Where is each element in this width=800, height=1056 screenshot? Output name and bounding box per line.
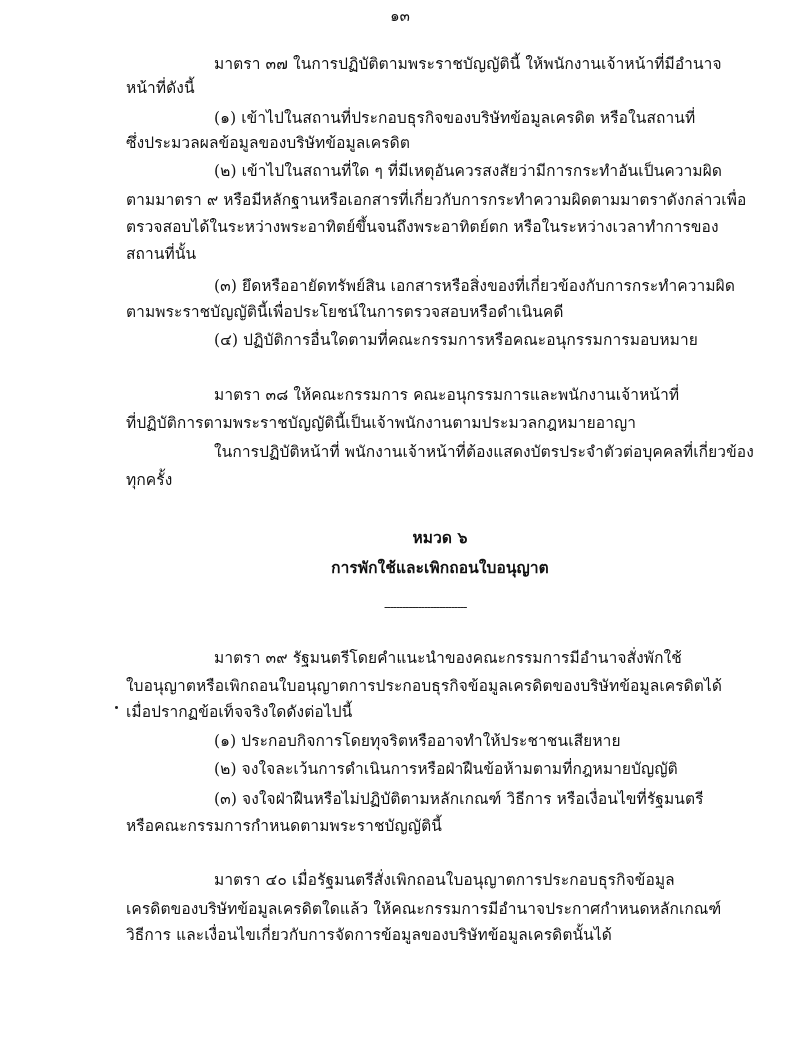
paragraph-line: หน้าที่ดังนี้ (126, 79, 195, 97)
list-item-line: (๓) จงใจฝ่าฝืนหรือไม่ปฏิบัติตามหลักเกณฑ์ วิธีการ หรือเงื่อนไขที่รัฐมนตรี (214, 790, 704, 808)
list-item-line: สถานที่นั้น (126, 245, 197, 263)
list-item-line: หรือคณะกรรมการกำหนดตามพระราชบัญญัตินี้ (126, 817, 442, 835)
paragraph-line: ทุกครั้ง (126, 471, 173, 489)
list-item-line: (๔) ปฏิบัติการอื่นใดตามที่คณะกรรมการหรือคณะอนุกรรมการมอบหมาย (214, 331, 698, 349)
paragraph-line: วิธีการ และเงื่อนไขเกี่ยวกับการจัดการข้อมูลของบริษัทข้อมูลเครดิตนั้นได้ (126, 926, 612, 944)
paragraph-line: มาตรา ๓๗ ในการปฏิบัติตามพระราชบัญญัตินี้ ให้พนักงานเจ้าหน้าที่มีอำนาจ (214, 55, 722, 73)
list-item-line: (๒) เข้าไปในสถานที่ใด ๆ ที่มีเหตุอันควรสงสัยว่ามีการกระทำอันเป็นความผิด (214, 162, 723, 180)
list-item-line: ตามมาตรา ๙ หรือมีหลักฐานหรือเอกสารที่เกี่ยวกับการกระทำความผิดตามมาตราดังกล่าวเพื่อ (126, 191, 747, 209)
list-item-line: (๑) เข้าไปในสถานที่ประกอบธุรกิจของบริษัทข้อมูลเครดิต หรือในสถานที่ (214, 109, 696, 127)
chapter-divider: --------------------------- (384, 600, 467, 614)
paragraph-line: เครดิตของบริษัทข้อมูลเครดิตใดแล้ว ให้คณะกรรมการมีอำนาจประกาศกำหนดหลักเกณฑ์ (126, 900, 722, 918)
page-number: ๑๓ (390, 7, 410, 25)
paragraph-line: มาตรา ๔๐ เมื่อรัฐมนตรีสั่งเพิกถอนใบอนุญาตการประกอบธุรกิจข้อมูล (214, 871, 675, 889)
paragraph-line: มาตรา ๓๘ ให้คณะกรรมการ คณะอนุกรรมการและพนักงานเจ้าหน้าที่ (214, 386, 680, 404)
list-item-line: ตามพระราชบัญญัตินี้เพื่อประโยชน์ในการตรวจสอบหรือดำเนินคดี (126, 303, 564, 321)
list-item-line: ตรวจสอบได้ในระหว่างพระอาทิตย์ขึ้นจนถึงพระอาทิตย์ตก หรือในระหว่างเวลาทำการของ (126, 218, 719, 236)
list-item-line: (๑) ประกอบกิจการโดยทุจริตหรืออาจทำให้ประชาชนเสียหาย (214, 732, 621, 750)
paragraph-line: ใบอนุญาตหรือเพิกถอนใบอนุญาตการประกอบธุรกิจข้อมูลเครดิตของบริษัทข้อมูลเครดิตได้ (126, 677, 723, 695)
list-item-line: (๒) จงใจละเว้นการดำเนินการหรือฝ่าฝืนข้อห้ามตามที่กฎหมายบัญญัติ (214, 760, 678, 778)
list-item-line: (๓) ยึดหรืออายัดทรัพย์สิน เอกสารหรือสิ่งของที่เกี่ยวข้องกับการกระทำความผิด (214, 277, 736, 295)
chapter-title: การพักใช้และเพิกถอนใบอนุญาต (331, 558, 549, 577)
margin-mark (115, 706, 118, 709)
list-item-line: ซึ่งประมวลผลข้อมูลของบริษัทข้อมูลเครดิต (126, 134, 411, 152)
paragraph-line: มาตรา ๓๙ รัฐมนตรีโดยคำแนะนำของคณะกรรมการมีอำนาจสั่งพักใช้ (214, 649, 682, 667)
paragraph-line: ที่ปฏิบัติการตามพระราชบัญญัตินี้เป็นเจ้าพนักงานตามประมวลกฎหมายอาญา (126, 414, 637, 432)
paragraph-line: เมื่อปรากฏข้อเท็จจริงใดดังต่อไปนี้ (126, 703, 353, 721)
paragraph-line: ในการปฏิบัติหน้าที่ พนักงานเจ้าหน้าที่ต้องแสดงบัตรประจำตัวต่อบุคคลที่เกี่ยวข้อง (214, 443, 754, 461)
chapter-number: หมวด ๖ (412, 528, 468, 547)
